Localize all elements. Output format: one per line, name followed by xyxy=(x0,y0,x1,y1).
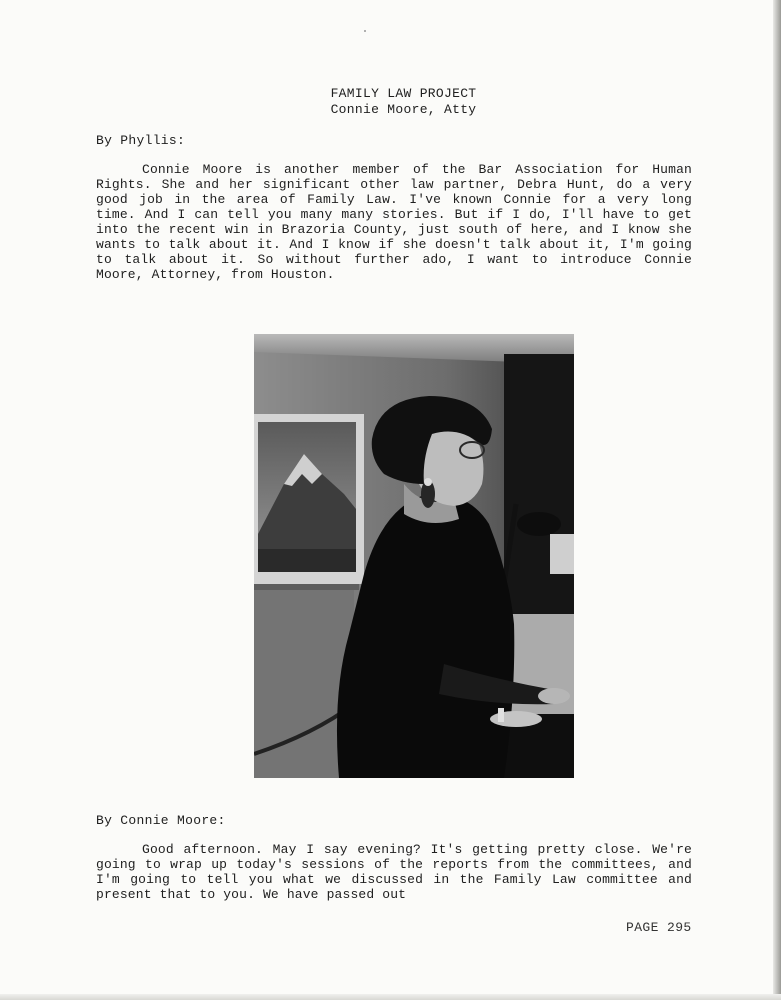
photo-connie-moore-at-podium xyxy=(254,334,574,778)
document-title: FAMILY LAW PROJECT xyxy=(330,86,477,101)
speaker-label-phyllis: By Phyllis: xyxy=(96,133,186,148)
scan-speck xyxy=(364,30,366,32)
document-subtitle: Connie Moore, Atty xyxy=(330,102,477,117)
page-edge-shadow xyxy=(773,0,781,1000)
page-number: PAGE 295 xyxy=(626,920,692,935)
speaker-label-connie-moore: By Connie Moore: xyxy=(96,813,226,828)
speaker-photo xyxy=(254,334,574,778)
bottom-edge-shadow xyxy=(0,994,781,1000)
paragraph-connie-moore-remarks: Good afternoon. May I say evening? It's getting pretty close. We're going to wrap up today's sessions of the reports from the committees, and I'm going to tell you what we discussed in the Family Law committee and present that to you. We have passed out xyxy=(96,842,692,902)
paragraph-introduction: Connie Moore is another member of the Bar Association for Human Rights. She and her significant other law partner, Debra Hunt, do a very good job in the area of Family Law. I've known Connie for a very long time. And I can tell you many many stories. But if I do, I'll have to get into the recent win in Brazoria County, just south of here, and I know she wants to talk about it. And I know if she doesn't talk about it, I'm going to talk about it. So without further ado, I want to introduce Connie Moore, Attorney, from Houston. xyxy=(96,162,692,282)
document-header xyxy=(0,86,781,118)
